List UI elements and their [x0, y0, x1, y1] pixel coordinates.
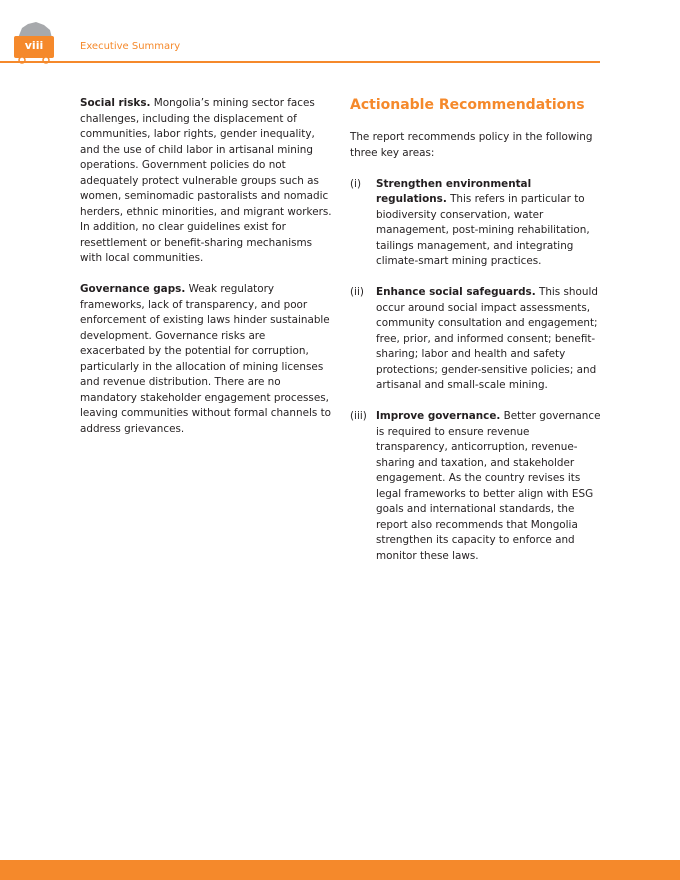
social-risks-body: Mongolia’s mining sector faces challenges, including the displacement of communities, labor rights, gender inequality, and the use of child labor in artisanal mining operations. Government policies do not adequately protect vulnerable groups such as women, seminomadic pastoralists and nomadic herders, ethnic minorities, and migrant workers. In addition, no clear guidelines exist for resettlement or benefit-sharing mechanisms with local communities. — [80, 97, 332, 264]
recommendation-text — [376, 409, 602, 564]
recommendations-title: Actionable Recommendations — [350, 97, 585, 113]
social-risks-heading: Social risks. — [80, 97, 151, 109]
social-risks-paragraph — [80, 96, 332, 267]
recommendation-item — [350, 177, 602, 270]
governance-gaps-body: Weak regulatory frameworks, lack of transparency, and poor enforcement of existing laws hinder sustainable development. Governance risks are exacerbated by the potential for corruption, particularly in the allocation of mining licenses and revenue distribution. There are no mandatory stakeholder engagement processes, leaving communities without formal channels to address grievances. — [80, 283, 332, 435]
recommendation-body: This refers in particular to biodiversity conservation, water management, post-mining rehabilitation, tailings management, and integrating climate-smart mining practices. — [376, 193, 590, 267]
left-column — [80, 96, 332, 453]
recommendation-text — [376, 285, 602, 394]
recommendation-number: (iii) — [350, 410, 367, 422]
recommendation-number: (ii) — [350, 286, 364, 298]
recommendation-heading: Improve governance. — [376, 410, 501, 422]
running-header: Executive Summary — [80, 41, 181, 52]
recommendation-body: Better governance is required to ensure revenue transparency, anticorruption, revenue-sharing and taxation, and stakeholder engagement. As the country revises its legal frameworks to better align with ESG goals and international standards, the report also recommends that Mongolia strengthen its capacity to enforce and monitor these laws. — [376, 410, 601, 562]
recommendation-item — [350, 285, 602, 394]
recommendation-body: This should occur around social impact assessments, community consultation and engagement; free, prior, and informed consent; benefit-sharing; labor and health and safety protections; gender-sensitive policies; and artisanal and small-scale mining. — [376, 286, 598, 391]
recommendation-heading: Enhance social safeguards. — [376, 286, 536, 298]
governance-gaps-heading: Governance gaps. — [80, 283, 186, 295]
recommendation-item — [350, 409, 602, 564]
cart-load — [18, 22, 52, 38]
recommendation-heading: Strengthen environmental regulations. — [376, 177, 532, 205]
right-column — [350, 96, 602, 580]
recommendations-intro: The report recommends policy in the following three key areas: — [350, 131, 593, 159]
page-number: viii — [24, 39, 44, 52]
footer-bar — [0, 860, 680, 880]
governance-gaps-paragraph — [80, 282, 332, 437]
recommendation-number: (i) — [350, 177, 361, 190]
recommendation-text — [376, 177, 602, 270]
header-divider — [0, 61, 600, 63]
